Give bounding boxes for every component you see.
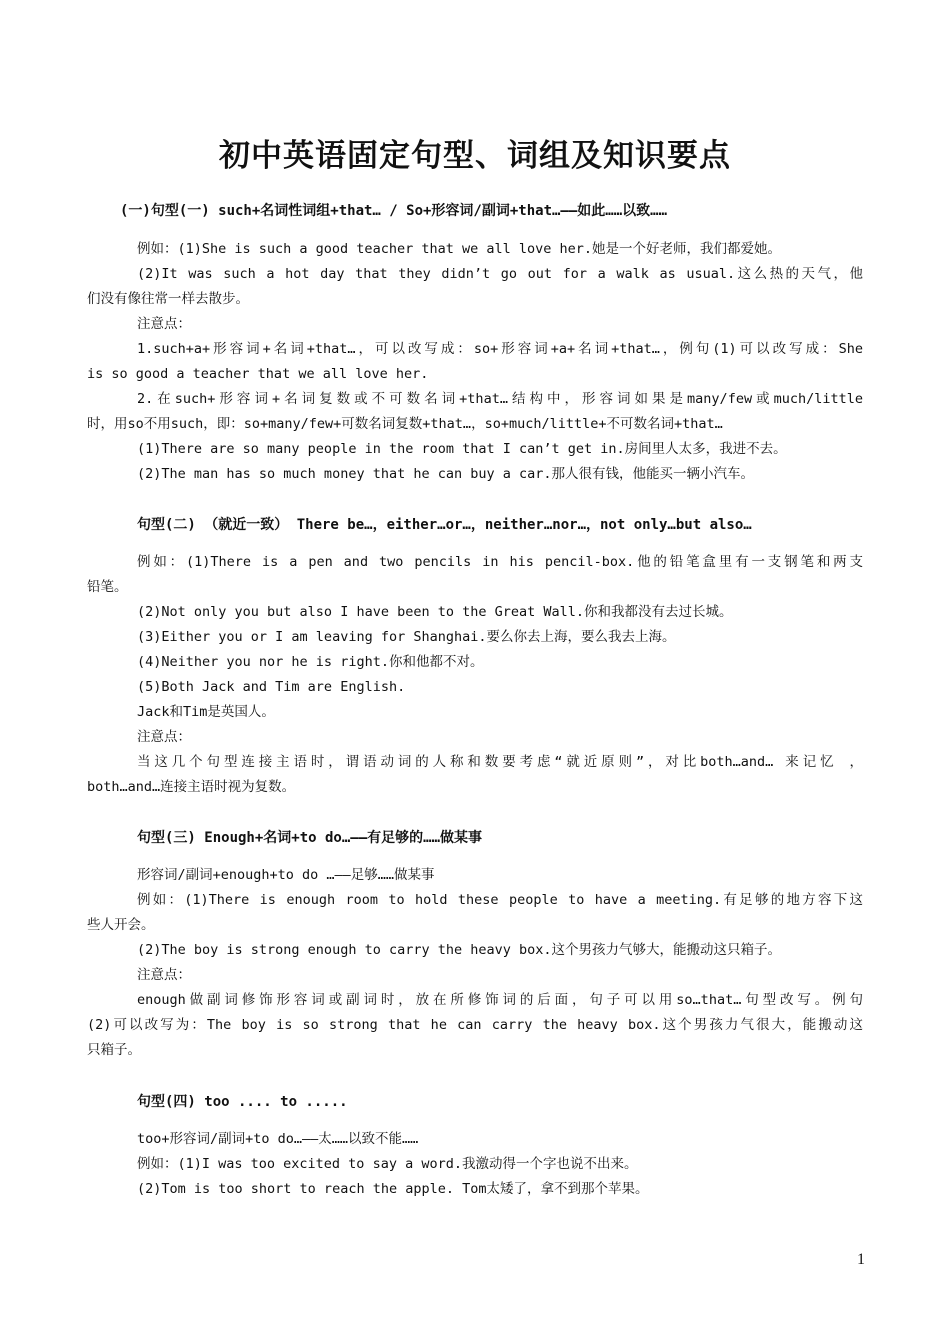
paragraph-line: too+形容词/副词+to do…——太……以致不能…… [137, 1131, 419, 1147]
paragraph-line: 例如：(1)She is such a good teacher that we all love her.她是一个好老师，我们都爱她。 [137, 241, 782, 257]
note-label: 注意点： [137, 316, 191, 332]
paragraph-line: 们没有像往常一样去散步。 [87, 291, 249, 307]
section-3-heading: 句型(三) Enough+名词+to do…——有足够的……做某事 [137, 830, 483, 846]
section-2-heading: 句型(二) （就近一致） There be…，either…or…，neither…nor…，not only…but also… [137, 517, 752, 533]
paragraph-line: (2)可以改写为：The boy is so strong that he can carry the heavy box.这个男孩力气很大，能搬动这 [87, 1017, 863, 1033]
paragraph-line: (2)The man has so much money that he can buy a car.那人很有钱，他能买一辆小汽车。 [137, 466, 755, 482]
paragraph-line: 时，用so不用such，即：so+many/few+可数名词复数+that…，so+much/little+不可数名词+that… [87, 416, 723, 432]
paragraph-line: 只箱子。 [87, 1042, 141, 1058]
paragraph-line: 铅笔。 [87, 579, 128, 595]
paragraph-line: 当这几个句型连接主语时，谓语动词的人称和数要考虑“就近原则”，对比both…and… 来记忆 ， [137, 754, 863, 770]
section-1-heading: (一)句型(一) such+名词性词组+that… / So+形容词/副词+that…——如此……以致…… [120, 203, 668, 219]
paragraph-line: 2.在such+形容词+名词复数或不可数名词+that…结构中，形容词如果是many/few或much/little [137, 391, 863, 407]
section-4-heading: 句型(四) too .... to ..... [137, 1094, 348, 1110]
note-label: 注意点： [137, 967, 191, 983]
paragraph-line: (2)Tom is too short to reach the apple. Tom太矮了，拿不到那个苹果。 [137, 1181, 649, 1197]
paragraph-line: (4)Neither you nor he is right.你和他都不对。 [137, 654, 484, 670]
document-title: 初中英语固定句型、词组及知识要点 [219, 138, 731, 174]
paragraph-line: 形容词/副词+enough+to do …——足够……做某事 [137, 867, 435, 883]
note-label: 注意点： [137, 729, 191, 745]
paragraph-line: 例如：(1)I was too excited to say a word.我激动得一个字也说不出来。 [137, 1156, 638, 1172]
paragraph-line: Jack和Tim是英国人。 [137, 704, 275, 720]
paragraph-line: 些人开会。 [87, 917, 155, 933]
paragraph-line: both…and…连接主语时视为复数。 [87, 779, 296, 795]
paragraph-line: 1.such+a+形容词+名词+that…，可以改写成：so+形容词+a+名词+that…，例句(1)可以改写成：She [137, 341, 863, 357]
paragraph-line: (2)The boy is strong enough to carry the heavy box.这个男孩力气够大，能搬动这只箱子。 [137, 942, 782, 958]
paragraph-line: is so good a teacher that we all love her. [87, 366, 429, 382]
paragraph-line: 例如：(1)There is enough room to hold these people to have a meeting.有足够的地方容下这 [137, 892, 863, 908]
paragraph-line: 例如：(1)There is a pen and two pencils in his pencil-box.他的铅笔盒里有一支钢笔和两支 [137, 554, 863, 570]
paragraph-line: (3)Either you or I am leaving for Shanghai.要么你去上海，要么我去上海。 [137, 629, 676, 645]
paragraph-line: enough做副词修饰形容词或副词时，放在所修饰词的后面，句子可以用so…that…句型改写。例句 [137, 992, 863, 1008]
paragraph-line: (2)It was such a hot day that they didn’t go out for a walk as usual.这么热的天气，他 [137, 266, 863, 282]
page-number: 1 [857, 1251, 865, 1268]
paragraph-line: (1)There are so many people in the room that I can’t get in.房间里人太多，我进不去。 [137, 441, 787, 457]
paragraph-line: (2)Not only you but also I have been to the Great Wall.你和我都没有去过长城。 [137, 604, 733, 620]
paragraph-line: (5)Both Jack and Tim are English. [137, 679, 406, 695]
